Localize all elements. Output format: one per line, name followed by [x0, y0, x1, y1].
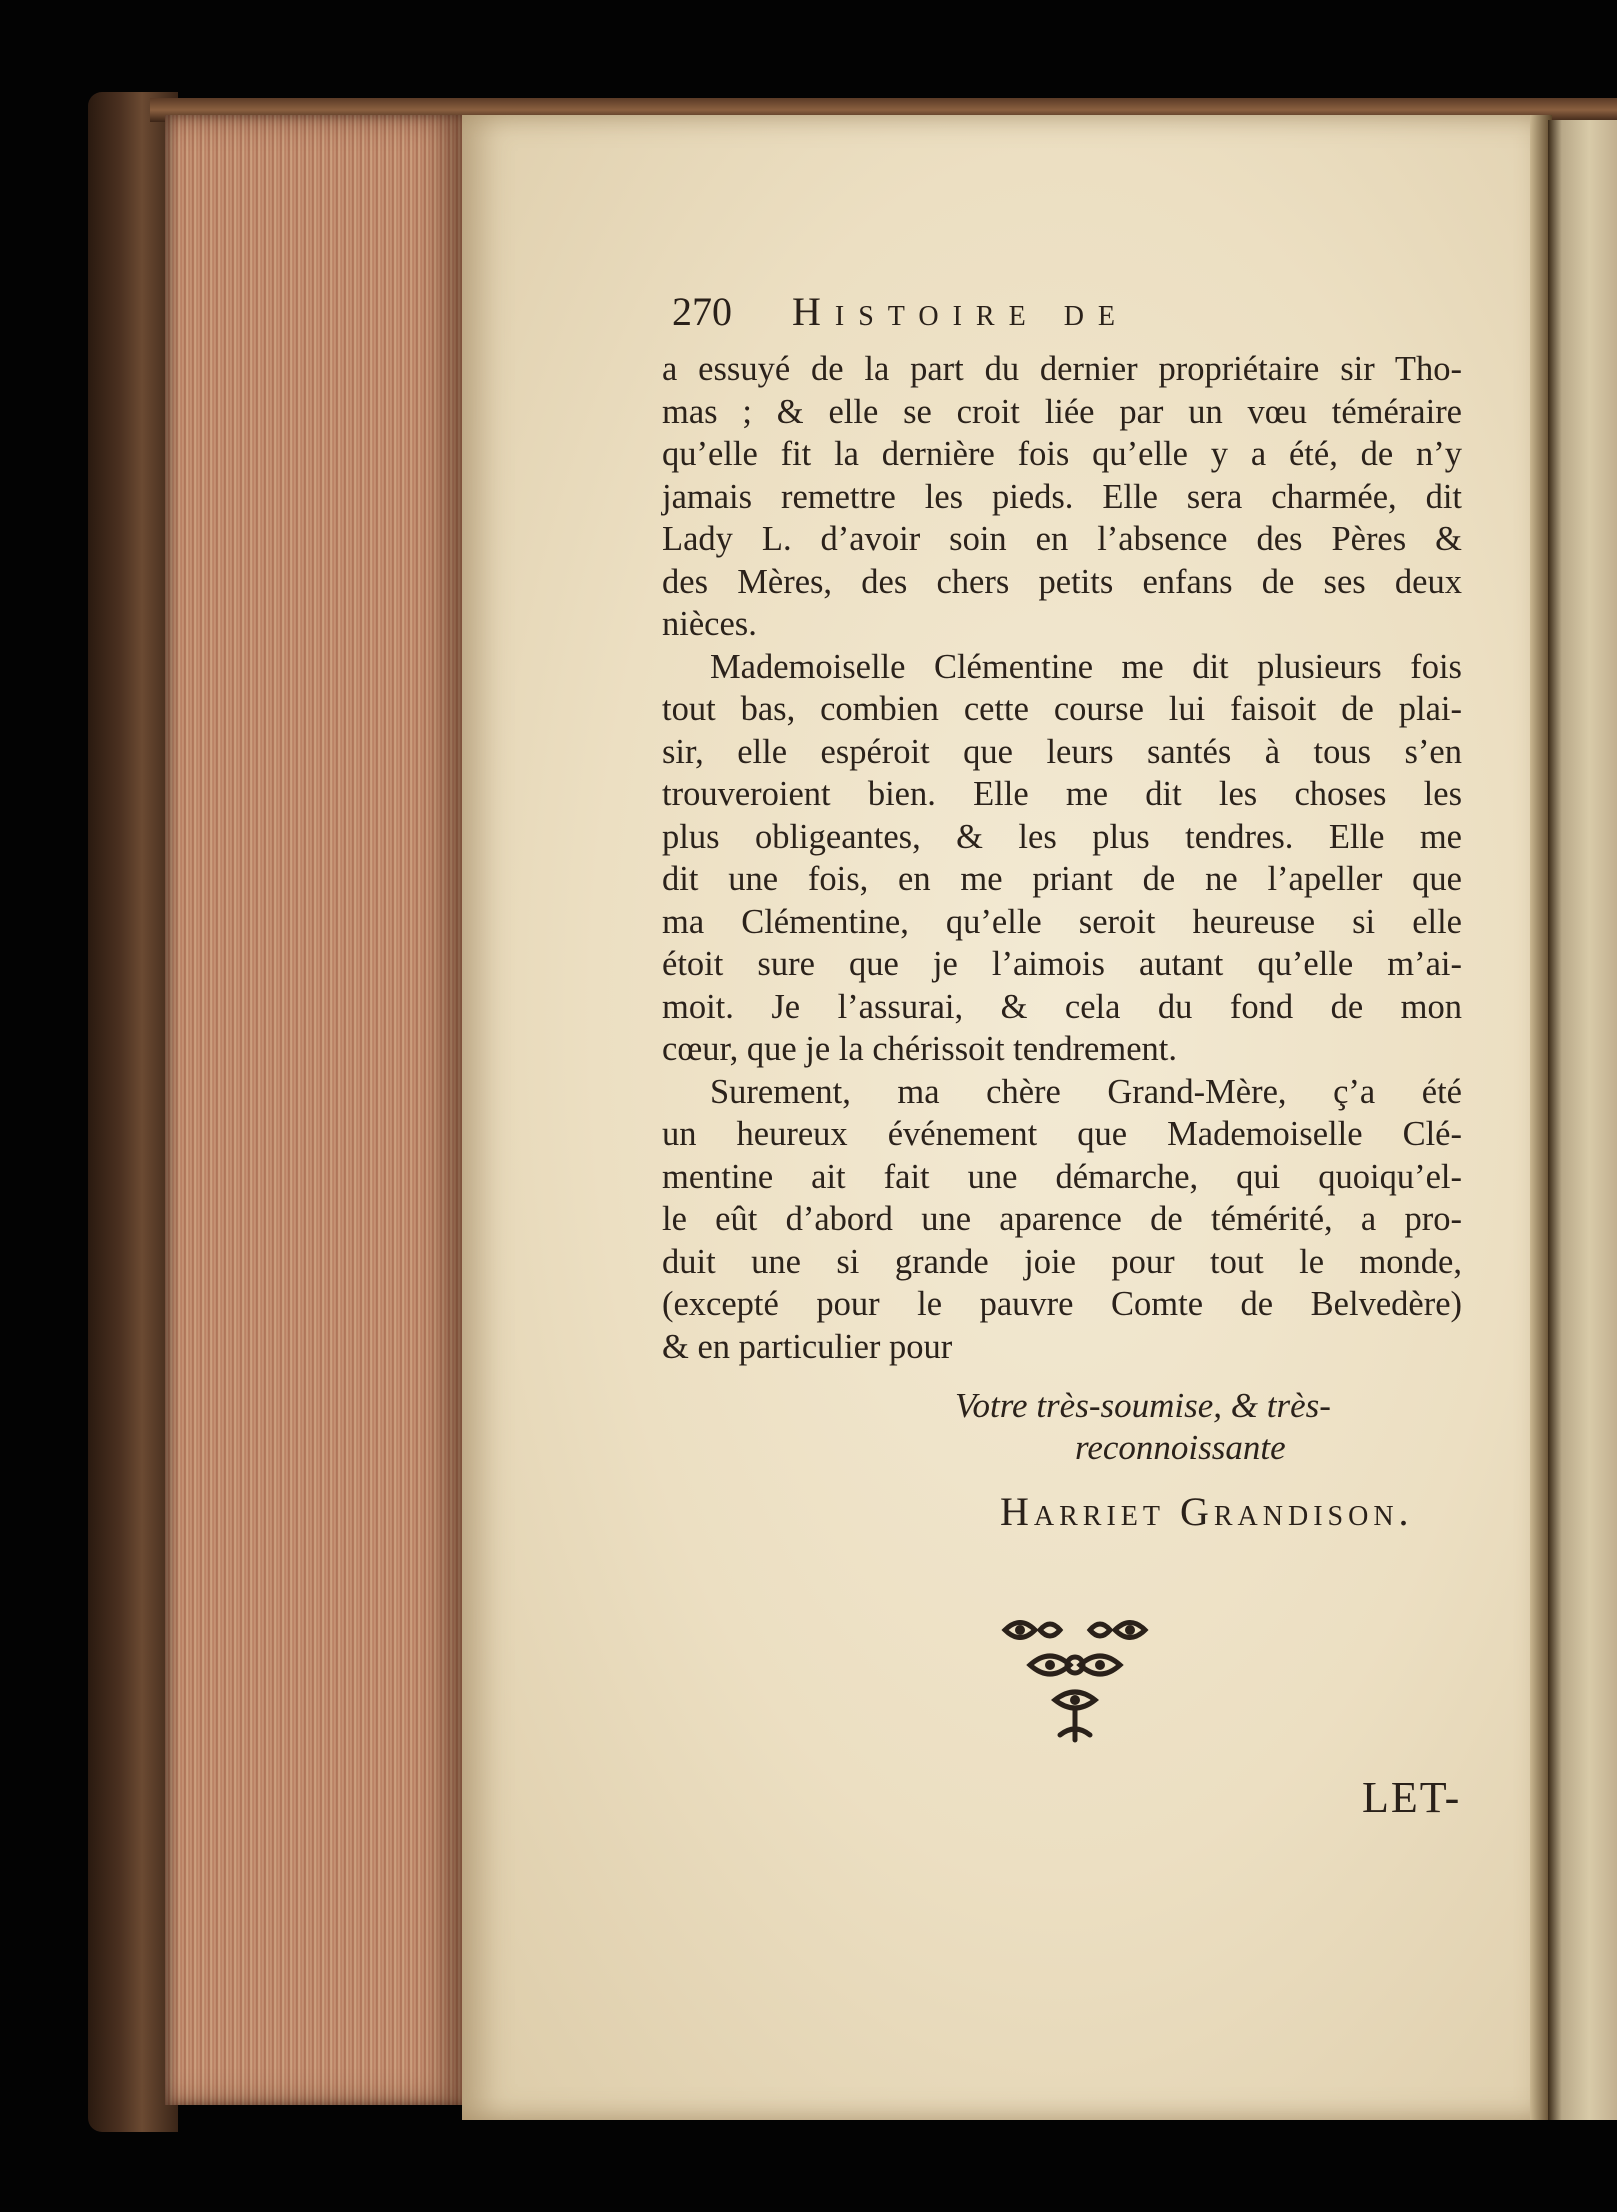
text-line: des Mères, des chers petits enfans de ses deux: [662, 562, 1462, 601]
floral-tailpiece-icon: [985, 1610, 1165, 1750]
page-edges: [165, 115, 465, 2105]
text-line: cœur, que je la chérissoit tendrement.: [662, 1030, 1177, 1068]
text-line: a essuyé de la part du dernier propriétaire sir Tho-: [662, 350, 1462, 388]
text-line: Surement, ma chère Grand-Mère, ç’a été: [710, 1072, 1462, 1111]
closing-line: Votre très-soumise, & très-: [955, 1386, 1331, 1425]
text-line: Lady L. d’avoir soin en l’absence des Pères &: [662, 520, 1462, 558]
text-line: nièces.: [662, 605, 757, 643]
page-header: [672, 288, 1352, 335]
letter-closing: [955, 1385, 1475, 1469]
text-line: duit une si grande joie pour tout le monde,: [662, 1242, 1462, 1281]
running-title: Histoire de: [792, 289, 1130, 334]
text-line: étoit sure que je l’aimois autant qu’elle m’ai-: [662, 945, 1462, 983]
text-line: un heureux événement que Mademoiselle Clé-: [662, 1115, 1462, 1153]
text-line: mas ; & elle se croit liée par un vœu téméraire: [662, 392, 1462, 431]
text-line: tout bas, combien cette course lui faisoit de plai-: [662, 690, 1462, 728]
signature: Harriet Grandison.: [1000, 1489, 1414, 1534]
text-line: jamais remettre les pieds. Elle sera charmée, dit: [662, 477, 1462, 516]
text-line: ma Clémentine, qu’elle seroit heureuse si elle: [662, 902, 1462, 941]
text-line: mentine ait fait une démarche, qui quoiqu’el-: [662, 1157, 1462, 1196]
text-line: & en particulier pour: [662, 1327, 953, 1366]
text-line: Mademoiselle Clémentine me dit plusieurs fois: [710, 647, 1462, 686]
text-line: (excepté pour le pauvre Comte de Belvedère): [662, 1285, 1462, 1323]
closing-line: reconnoissante: [1075, 1428, 1286, 1467]
facing-page-edge: [1548, 120, 1617, 2120]
text-line: qu’elle fit la dernière fois qu’elle y a été, de n’y: [662, 435, 1462, 473]
text-line: sir, elle espéroit que leurs santés à tous s’en: [662, 732, 1462, 771]
text-line: moit. Je l’assurai, & cela du fond de mon: [662, 987, 1462, 1026]
body-text: [662, 348, 1462, 1368]
page-number: 270: [672, 289, 732, 334]
text-line: plus obligeantes, & les plus tendres. Elle me: [662, 817, 1462, 856]
catchword: LET-: [1362, 1773, 1462, 1822]
text-line: le eût d’abord une aparence de témérité, a pro-: [662, 1200, 1462, 1238]
text-line: trouveroient bien. Elle me dit les choses les: [662, 775, 1462, 813]
text-line: dit une fois, en me priant de ne l’apeller que: [662, 860, 1462, 898]
